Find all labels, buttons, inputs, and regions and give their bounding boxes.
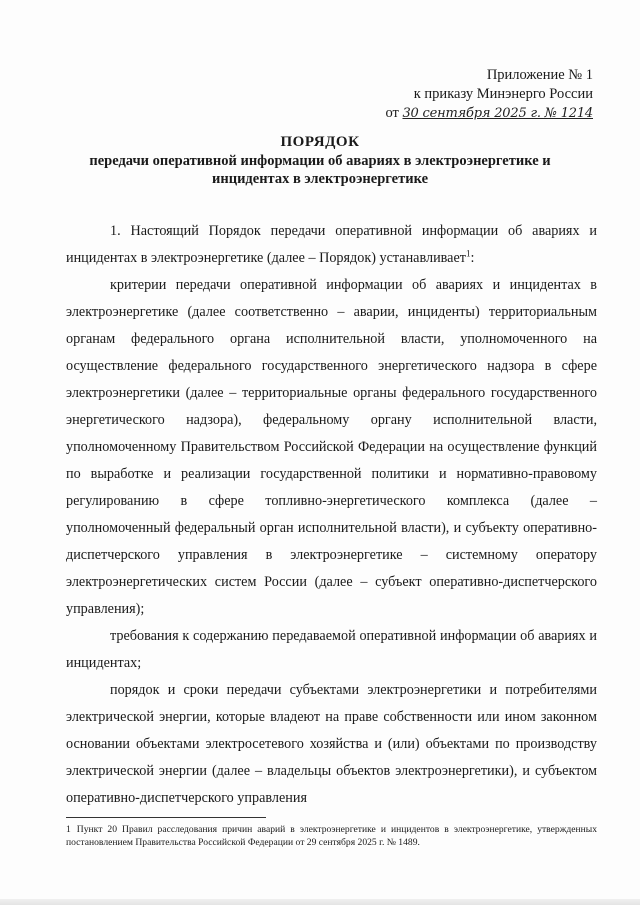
- document-body: [66, 218, 597, 812]
- page-bottom-edge: [0, 899, 640, 905]
- document-subtitle-line-1: передачи оперативной информации об авариях в электроэнергетике и: [89, 153, 551, 169]
- paragraph-4: порядок и сроки передачи субъектами электроэнергетики и потребителями электрической энергии, которые владеют на праве собственности или ином законном основании объектами электросетевого хозяйства и (или) объектами по производству электрической энергии (далее – владельцы объектов электроэнергетики), и субъектом оперативно-диспетчерского управления: [66, 682, 597, 806]
- paragraph-1: [66, 218, 597, 272]
- footnote: [66, 823, 597, 849]
- handwritten-order-date: 30 сентября 2025 г. № 1214: [402, 106, 593, 121]
- footnote-separator: [66, 817, 266, 818]
- appendix-number: Приложение № 1: [486, 67, 593, 83]
- appendix-order-reference: к приказу Минэнерго России: [413, 86, 593, 102]
- document-title: ПОРЯДОК: [280, 134, 360, 150]
- document-subtitle-line-2: инцидентах в электроэнергетике: [212, 171, 428, 187]
- appendix-header: [363, 66, 593, 123]
- order-prefix: от: [385, 105, 399, 121]
- document-title-block: [70, 132, 570, 188]
- paragraph-1-text: 1. Настоящий Порядок передачи оперативной информации об авариях и инцидентах в электроэнергетике (далее – Порядок) устанавливает: [66, 223, 597, 266]
- paragraph-2: критерии передачи оперативной информации об авариях и инцидентах в электроэнергетике (далее соответственно – аварии, инциденты) территориальным органам федерального органа исполнительной власти, уполномоченного на осуществление федерального государственного энергетического надзора в сфере электроэнергетики (далее – территориальные органы федерального государственного энергетического надзора), федеральному органу исполнительной власти, уполномоченному Правительством Российской Федерации на осуществление функций по выработке и реализации государственной политики и нормативно-правовому регулированию в сфере топливно-энергетического комплекса (далее – уполномоченный федеральный орган исполнительной власти), и субъекту оперативно-диспетчерского управления в электроэнергетике – системному оператору электроэнергетических систем России (далее – субъект оперативно-диспетчерского управления);: [66, 277, 597, 617]
- paragraph-1-colon: :: [470, 250, 475, 266]
- appendix-order-date-line: [363, 104, 593, 123]
- paragraph-3: требования к содержанию передаваемой оперативной информации об авариях и инцидентах;: [66, 628, 597, 671]
- footnote-reference: 1: [465, 248, 471, 259]
- footnote-text: Пункт 20 Правил расследования причин аварий в электроэнергетике и инцидентов в электроэнергетике, утвержденных постановлением Правительства Российской Федерации от 29 сентября 2025 г. № 1489.: [66, 824, 597, 848]
- footnote-mark: 1: [66, 824, 71, 835]
